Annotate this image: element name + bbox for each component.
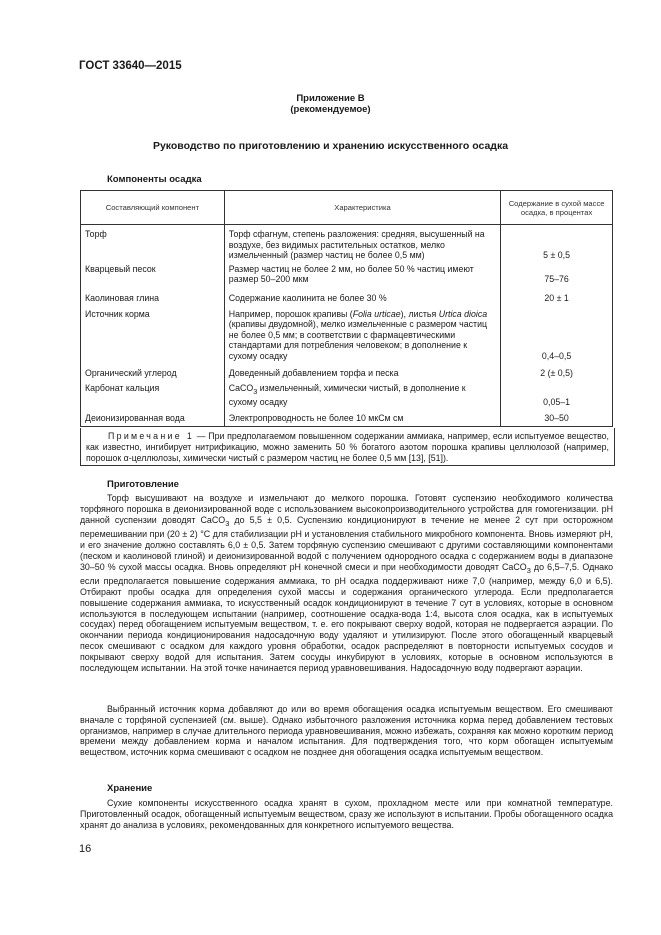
preparation-paragraph-1: Торф высушивают на воздухе и измельчают до мелкого порошка. Готовят суспензию необходимого количества торфяного порошка в деионизированной воде с использованием высокопроизводительного устройства для гомогенизации. pH данной суспензии доводят CaCO$_3$ до 5,5 ± 0,5. Суспензию кондиционируют в течение не менее 2 сут при осторожном перемешивании при (20 ± 2) °С для стабилизации pH и установления стабильного микробного компонента. Вновь измеряют pH, и его значение должно составлять 6,0 ± 0,5. Затем торфяную суспензию смешивают с другими составляющими компонентами (песком и каолиновой глиной) и деионизированной водой с получением однородного осадка с содержанием воды в диапазоне 30–50 % сухой массы осадка. Вновь определяют pH конечной смеси и при необходимости доводят CaCO$_3$ до 6,5–7,5. Однако если предполагается повышение содержания аммиака, то pH осадка поддерживают ниже 7,0 (например, между 6,0 и 6,5). Отбирают пробы осадка для определения сухой массы и содержания органического углерода. Если предполагается повышение содержания аммиака, то искусственный осадок кондиционируют в течение 7 сут в условиях, которые в основном используются в последующем испытании (например, соотношение осадка-вода 1:4, высота слоя осадка, как в испытуемых сосудах) перед обогащением испытуемым веществом, т. е. его покрывают сверху водой, которая не подвергается аэрации. По окончании периода кондиционирования надосадочную воду удаляют и утилизируют. После этого обогащенный кварцевый песок смешивают с осадком для каждого уровня обработки, осадок распределяют в повторности испытуемых сосудов и покрывают сверху водой для испытания. Затем сосуды инкубируют в условиях, которые в основном используются в последующем испытании. На этой точке начинается период уравновешивания. Надосадочную воду подвергают аэрации. <box>80 493 614 673</box>
preparation-paragraph-2: Выбранный источник корма добавляют до или во время обогащения осадка испытуемым веществом. Его смешивают вначале с торфяной суспензией (см. выше). Однако избыточного разложения источника корма перед добавлением тестовых организмов, например в случае длительного периода уравновешивания, можно избежать, сохраняя как можно коротким период времени между добавлением корма и началом испытания. Для подтверждения того, что корм обогащен испытуемым веществом, источник корма смешивают с осадком не позднее дня обогащения осадка испытуемым веществом. <box>80 704 613 758</box>
table-note <box>80 428 615 466</box>
storage-paragraph: Сухие компоненты искусственного осадка хранят в сухом, прохладном месте или при комнатной температуре. Приготовленный осадок, обогащенный испытуемым веществом, сразу же используют в испытании. Пробы обогащенного осадка хранят до анализа в условиях, рекомендованных для конкретного испытуемого вещества. <box>80 798 613 830</box>
note-label: Примечание 1 <box>108 431 195 441</box>
component-description: Например, порошок крапивы (Folia urticae), листья Urtica dioica (крапивы двудомной), мелко измельченные с размером частиц не более 0,5 мм; в соответствии с фармацевтическими стандартами для потребления человеком; в дополнение к сухому осадку <box>224 306 500 364</box>
component-description: Размер частиц не более 2 мм, но более 50 % частиц имеют размер 50–200 мкм <box>224 263 500 287</box>
component-name: Органический углерод <box>81 364 225 381</box>
component-description: CaCO$_3$ измельченный, химически чистый, в дополнение к сухому осадку <box>224 380 500 410</box>
table-row <box>81 306 613 364</box>
component-value: 75–76 <box>501 263 613 287</box>
column-header-component: Составляющий компонент <box>81 191 225 225</box>
component-name: Деионизированная вода <box>81 410 225 426</box>
component-name: Каолиновая глина <box>81 287 225 306</box>
appendix-title: Приложение В <box>296 93 365 104</box>
components-table <box>80 190 613 427</box>
component-description: Доведенный добавлением торфа и песка <box>224 364 500 381</box>
component-name: Торф <box>81 225 225 263</box>
component-value: 0,4–0,5 <box>501 306 613 364</box>
component-description: Торф сфагнум, степень разложения: средняя, высушенный на воздухе, без видимых растительных остатков, мелко измельченный (размер частиц не более 0,5 мм) <box>224 225 500 263</box>
component-value: 20 ± 1 <box>501 287 613 306</box>
standard-header: ГОСТ 33640—2015 <box>79 60 182 72</box>
component-description: Электропроводность не более 10 мкСм см <box>224 410 500 426</box>
component-value: 0,05–1 <box>501 380 613 410</box>
column-header-content: Содержание в сухой массе осадка, в процентах <box>501 191 613 225</box>
page-number: 16 <box>79 843 92 855</box>
component-name: Кварцевый песок <box>81 263 225 287</box>
component-value: 30–50 <box>501 410 613 426</box>
table-row <box>81 263 613 287</box>
appendix-status: (рекомендуемое) <box>290 104 371 115</box>
column-header-characteristic: Характеристика <box>224 191 500 225</box>
table-header-row <box>81 191 613 225</box>
component-value: 2 (± 0,5) <box>501 364 613 381</box>
document-title: Руководство по приготовлению и хранению искусственного осадка <box>152 140 509 152</box>
component-name: Карбонат кальция <box>81 380 225 410</box>
table-row <box>81 364 613 381</box>
storage-heading: Хранение <box>107 783 153 794</box>
component-description: Содержание каолинита не более 30 % <box>224 287 500 306</box>
note-text: — При предполагаемом повышенном содержании аммиака, например, если испытуемое вещество, как известно, ингибирует нитрификацию, можно заменить 50 % богатого азотом порошка крапивы целлюлозой (например, порошок α-целлюлозы, химически чистый с размером частиц не более 0,5 мм [13], [51]). <box>86 431 609 463</box>
component-value: 5 ± 0,5 <box>501 225 613 263</box>
table-row <box>81 410 613 426</box>
table-row <box>81 287 613 306</box>
components-heading: Компоненты осадка <box>107 174 202 185</box>
component-name: Источник корма <box>81 306 225 364</box>
table-row <box>81 225 613 263</box>
preparation-heading: Приготовление <box>107 479 179 490</box>
table-row <box>81 380 613 410</box>
